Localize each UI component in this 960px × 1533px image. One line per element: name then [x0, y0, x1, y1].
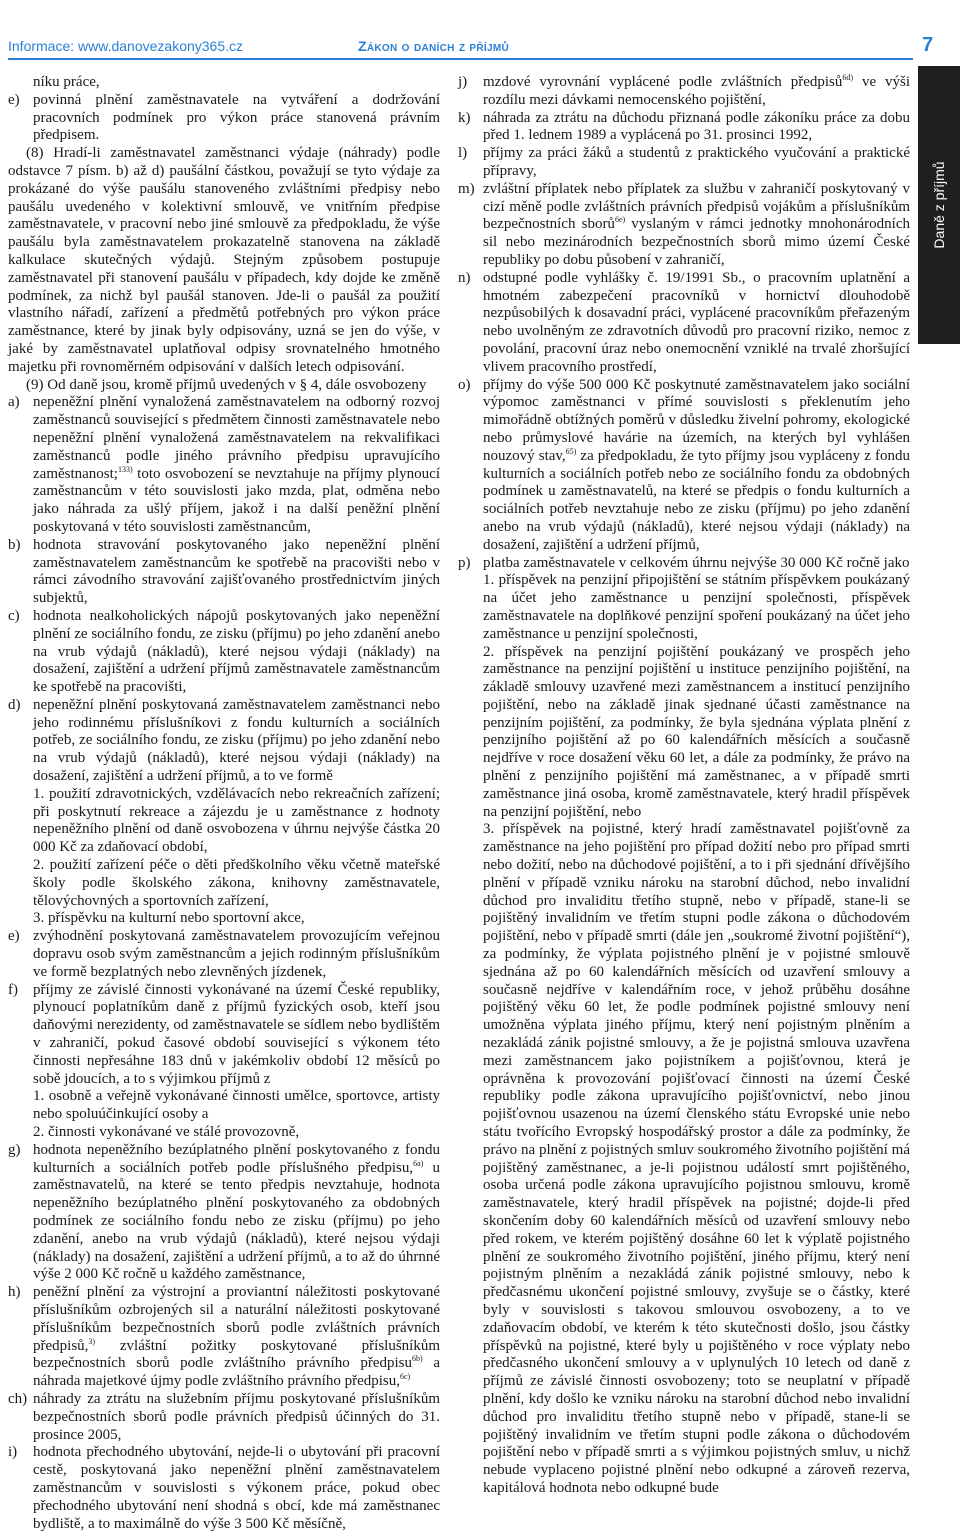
- item-label: ch): [8, 1390, 28, 1407]
- item-label: d): [8, 696, 21, 713]
- list-item: [8, 1142, 440, 1284]
- item-label: a): [8, 394, 20, 411]
- list-item: [458, 377, 910, 555]
- footnote-ref: 6e): [614, 215, 626, 225]
- header-rule: [8, 58, 913, 60]
- footnote-ref: 65): [565, 446, 577, 456]
- list-item: [458, 74, 910, 110]
- item-text: hodnota přechodného ubytování, nejde-li o ubytování při pracovní cestě, poskytovaná jako nepeněžní plnění zaměstnavatelem zaměstnancům v souvislosti s výkonem práce, pokud obec přechodného ubytování není shodná s obcí, kde má zaměstnanec bydliště, a to maximálně do výše 3 500 Kč měsíčně,: [33, 1444, 440, 1532]
- continuation-text: níku práce,: [33, 74, 100, 90]
- item-label: o): [458, 376, 471, 393]
- sub-item: 2. činnosti vykonávané ve stálé provozovně,: [33, 1124, 300, 1141]
- footnote-ref: 133): [117, 464, 133, 474]
- sub-item: 1. příspěvek na penzijní připojištění se státním příspěvkem poukázaný na účet jeho zaměstnance u penzijní společnosti, příspěvek zaměstnavatele na doplňkové penzijní spoření poukázaný na účet jeho zaměstnance u penzijní společnosti,: [483, 572, 910, 642]
- item-label: h): [8, 1284, 21, 1301]
- paragraph-9: (9) Od daně jsou, kromě příjmů uvedených v § 4, dále osvobozeny: [26, 376, 427, 393]
- item-label: p): [458, 554, 471, 571]
- item-text: odstupné podle vyhlášky č. 19/1991 Sb., o pracovním uplatnění a hmotném zabezpečení pracovníků v hornictví dlouhodobě nezpůsobilých k dosavadní práci, vyplácené pracovníkům přeřazeným nebo uvolněným ze zdravotních důvodů pro pracovní riziko, nemoc z povolání, pracovní úraz nebo onemocnění vzniklé na trvalé zhoršující vlivem pracovního prostředí,: [483, 269, 910, 375]
- sub-item: 3. příspěvku na kulturní nebo sportovní akce,: [33, 910, 305, 927]
- item-text: hodnota nealkoholických nápojů poskytovaných jako nepeněžní plnění ze sociálního fondu, ze zisku (příjmu) po jeho zdanění anebo na vrub výdajů (nákladů), které nejsou výdaji (náklady) na dosažení, zajištění a udržení příjmů zaměstnavatele zaměstnancům ke spotřebě na pracovišti,: [33, 607, 440, 696]
- footnote-ref: 3): [88, 1336, 96, 1346]
- item-label: n): [458, 269, 471, 286]
- source-link[interactable]: Informace: www.danovezakony365.cz: [8, 38, 244, 54]
- item-text: zvláštní příplatek nebo příplatek za službu v zahraničí poskytovaný v cizí měně podle zvláštních právních předpisů vojákům a příslušníkům bezpečnostních sborů: [483, 180, 910, 233]
- paragraph-8: (8) Hradí-li zaměstnavatel zaměstnanci výdaje (náhrady) podle odstavce 7 písm. b) až d) paušální částkou, považují se tyto výdaje za prokázané do výše paušálu stanoveného zvláštními předpisy nebo paušálu uvedeného v kolektivní smlouvě, ve vnitřním předpise zaměstnavatele, v pracovní nebo jiné smlouvě za předpokladu, že výše paušálu byla zaměstnavatelem prokazatelně stanovena na základě kalkulace skutečných výdajů. Stejným způsobem postupuje zaměstnavatel při stanovení paušálu v případech, kdy dojde ke změně podmínek, za nichž byl paušál stanoven. Jde-li o paušál za použití vlastního nářadí, zařízení a předmětů potřebných pro výkon práce zaměstnance, které by jinak byly odpisovány, uzná se jen do výše, v jaké by zaměstnavatel uplatňoval odpisy srovnatelného hmotného majetku při rovnoměrném odpisování v dalších letech odpisování.: [8, 145, 440, 375]
- item-text: ve výši rozdílu mezi dávkami nemocenského pojištění,: [483, 74, 910, 108]
- sub-item: 2. použití zařízení péče o děti předškolního věku včetně mateřské školy podle školského zákona, knihovny zaměstnavatele, tělovýchovných a sportovních zařízení,: [33, 857, 440, 909]
- item-text: náhrady za ztrátu na služebním příjmu poskytované příslušníkům bezpečnostních sborů podle právních předpisů účinných do 31. prosince 2005,: [33, 1390, 440, 1443]
- item-text: nepeněžní plnění poskytovaná zaměstnavatelem zaměstnanci nebo jeho rodinnému příslušníkovi z fondu kulturních a sociálních potřeb, ze sociálního fondu, ze zisku (příjmu) po jeho zdanění nebo na vrub výdajů (nákladů), které nejsou výdaji (náklady) na dosažení, zajištění a udržení příjmů, a to ve formě: [33, 696, 440, 785]
- item-label: e): [8, 91, 20, 108]
- item-text: povinná plnění zaměstnavatele na vytváření a dodržování pracovních podmínek pro výkon práce stanovená právním předpisem.: [33, 91, 440, 144]
- list-item: [8, 982, 440, 1089]
- item-text: zvláštní požitky poskytované příslušníkům bezpečnostních sborů podle zvláštního právního předpisu: [33, 1337, 440, 1372]
- list-item: [8, 1284, 440, 1391]
- item-text: mzdové vyrovnání vyplácené podle zvláštních předpisů: [483, 74, 843, 90]
- item-text: příjmy do výše 500 000 Kč poskytnuté zaměstnavatelem jako sociální výpomoc zaměstnanci v přímé souvislosti s překlenutím jeho mimořádně obtížných poměrů v důsledku živelní pohromy, ekologické nebo průmyslové havárie na územích, na kterých byl vyhlášen nouzový stav,: [483, 376, 910, 464]
- item-label: e): [8, 928, 20, 945]
- list-item: [458, 110, 910, 146]
- item-text: hodnota nepeněžního bezúplatného plnění poskytovaného z fondu kulturních a sociálních potřeb podle příslušného předpisu,: [33, 1141, 440, 1176]
- list-item: [458, 270, 910, 377]
- footnote-ref: 6a): [413, 1158, 424, 1168]
- sub-item: 1. použití zdravotnických, vzdělávacích nebo rekreačních zařízení; při poskytnutí rekreace a zájezdu je u zaměstnance z hodnoty nepeněžního plnění od daně osvobozena v úhrnu nejvýše částka 20 000 Kč za zdaňovací období,: [33, 785, 440, 856]
- item-text: náhrada za ztrátu na důchodu přiznaná podle zákoníku práce za dobu před 1. lednem 1989 a vyplácená po 31. prosinci 1992,: [483, 109, 910, 144]
- item-label: k): [458, 109, 471, 126]
- list-item: [8, 537, 440, 608]
- item-label: g): [8, 1141, 21, 1158]
- footnote-ref: 6c): [400, 1372, 411, 1382]
- list-item: [458, 555, 910, 573]
- list-item: [8, 394, 440, 536]
- item-text: peněžní plnění za výstrojní a proviantní náležitosti poskytované příslušníkům ozbrojených sil a naturální náležitosti poskytované příslušníkům bezpečnostních sborů podle zvláštních právních předpisů,: [33, 1284, 440, 1354]
- list-item: [8, 928, 440, 981]
- item-label: b): [8, 536, 21, 553]
- footnote-ref: 6d): [842, 73, 854, 82]
- sub-item: 1. osobně a veřejně vykonávané činnosti umělce, sportovce, artisty nebo spoluúčinkující osoby a: [33, 1088, 440, 1123]
- sub-item: 3. příspěvek na pojistné, který hradí zaměstnavatel pojišťovně za zaměstnance na jeho pojištění pro případ dožití nebo pro případ smrti nebo dožití, nebo na důchodové pojištění, a to i při sjednání dřívějšího plnění v případě vzniku nároku na starobní důchod, nebo invalidní důchod pro invaliditu třetího stupně, nebo v případě, stane-li se pojištěný invalidním ve třetím stupni podle zákona o důchodovém pojištění, nebo v případě smrti (dále jen „soukromé životní pojištění“), za podmínky, že výplata pojistného plnění je v pojistné smlouvě sjednána až po 60 kalendářních měsících od uzavření smlouvy a současně nejdříve v kalendářním roce, v jehož průběhu dosáhne pojištěný věku 60 let, že podle podmínek pojistné smlouvy není umožněna výplata jiného příjmu, který není pojistným plněním a nezakládá zánik pojistné smlouvy, a že je pojistná smlouva uzavřena mezi zaměstnancem jako pojistníkem a pojišťovnou, která je oprávněna k provozování pojišťovací činnosti na území České republiky podle zákona upravujícího pojišťovnictví, nebo jinou pojišťovnou usazenou na území členského státu Evropské unie nebo státu tvořícího Evropský hospodářský prostor a dále za podmínky, že právo na plnění z pojistných smluv soukromého životního pojištění má pojištěný zaměstnanec, a je-li pojistnou událostí smrt pojištěného, osoba určená podle zákona upravujícího pojistnou smlouvu, kromě zaměstnavatele, který hradil příspěvek na pojistné; dojde-li před skončením doby 60 kalendářních měsíců od uzavření smlouvy nebo před rokem, ve kterém pojištěný dosáhne 60 let k výplatě pojistného plnění ze soukromého životního pojištění, jiného příjmu, který není pojistným plněním a nezakládá zánik pojistné smlouvy, nebo k předčasnému ukončení pojistné smlouvy, zvyšuje se o částky, které byly v souvislosti s takovou smlouvou osvobozeny, a to ve zdaňovacím období, ve kterém k této skutečnosti došlo, jsou částky příspěvků na pojistné, které byly u pojištěného v roce výplaty nebo předčasného ukončení smlouvy a v uplynulých 10 letech od daně z příjmů ze závislé činnosti osvobozeny; toto se neuplatní v případě plnění, kdy došlo ke vzniku nároku na starobní důchod nebo invalidní důchod pro invaliditu třetího stupně nebo v případě, stane-li se pojištěný invalidním ve třetím stupni podle zákona o důchodovém pojištění nebo v případě smrti a s výjimkou pojistných smluv, u nichž nebude vyplaceno pojistné plnění nebo odkupné a zároveň rezerva, kapitálová hodnota nebo odkupné bude: [483, 821, 910, 1496]
- item-text: příjmy ze závislé činnosti vykonávané na území České republiky, plynoucí poplatníkům daně z příjmů fyzických osob, kteří jsou daňovými nerezidenty, od zaměstnavatele se sídlem nebo bydlištěm v zahraničí, pokud časové období související s výkonem této činnosti nepřesáhne 183 dnů v jakémkoliv období 12 měsíců po sobě jdoucích, a to s výjimkou příjmů z: [33, 981, 440, 1087]
- list-item: [8, 92, 440, 145]
- list-item: [8, 697, 440, 786]
- list-item: [8, 1444, 440, 1533]
- right-column: [458, 74, 910, 1498]
- list-item: [8, 608, 440, 697]
- footnote-ref: 6b): [412, 1354, 423, 1364]
- item-label: f): [8, 981, 18, 998]
- sub-item: 2. příspěvek na penzijní pojištění poukázaný ve prospěch jeho zaměstnance na penzijní pojištění u instituce penzijního pojištění, na základě smlouvy uzavřené mezi zaměstnancem a institucí penzijního pojištění, nebo na základě jinak sjednané účasti zaměstnance na penzijním pojištění, za podmínky, že byla sjednána výplata plnění z penzijního pojištění až po 60 kalendářních měsících a současně nejdříve v roce dosažení věku 60 let, a dále za podmínky, že právo na plnění z penzijního pojištění má zaměstnanec, a v případě smrti zaměstnance jiná osoba, kromě zaměstnavatele, který hradil příspěvek na penzijní pojištění, nebo: [483, 643, 910, 820]
- left-column: [8, 74, 440, 1533]
- item-label: m): [458, 180, 475, 197]
- item-text: a náhrada majetkové újmy podle zvláštního právního předpisu,: [33, 1355, 440, 1390]
- item-text: toto osvobození se nevztahuje na příjmy plynoucí zaměstnancům v této souvislosti jako mzda, plat, odměna nebo jako náhrada za ušlý příjem, jakož i na další peněžní plnění poskytovaná v této souvislosti zaměstnancům,: [33, 465, 440, 535]
- page-number: 7: [922, 34, 934, 56]
- item-label: i): [8, 1444, 18, 1461]
- item-text: za předpokladu, že tyto příjmy jsou vypláceny z fondu kulturních a sociálních potřeb nebo ze sociálního fondu za obdobných podmínek u zaměstnavatelů, na které se předpis o fondu kulturních a sociálních potřeb nevztahuje nebo ze zisku (příjmu) po jeho zdanění anebo na vrub výdajů (nákladů), které nejsou výdaji (náklady) na dosažení, zajištění a udržení příjmů,: [483, 447, 910, 553]
- item-text: u zaměstnavatelů, na které se tento předpis nevztahuje, hodnota nepeněžního bezúplatného plnění poskytovaného za obdobných podmínek ze sociálního fondu nebo ze zisku (příjmu) po jeho zdanění, anebo na vrub výdajů (nákladů), které nejsou výdaji (náklady) na dosažení, zajištění a udržení příjmů, a to až do úhrnné výše 2 000 Kč ročně u každého zaměstnance,: [33, 1159, 441, 1283]
- item-text: příjmy za práci žáků a studentů z praktického vyučování a praktické přípravy,: [483, 145, 910, 179]
- item-text: hodnota stravování poskytovaného jako nepeněžní plnění zaměstnavatelem zaměstnancům ke spotřebě na pracovišti nebo v rámci závodního stravování zajišťovaného prostřednictvím jiných subjektů,: [33, 536, 440, 607]
- item-text: nepeněžní plnění vynaložená zaměstnavatelem na odborný rozvoj zaměstnanců související s předmětem činnosti zaměstnavatele nebo nepeněžní plnění vynaložená zaměstnavatelem na rekvalifikaci zaměstnanců podle jiného právního předpisu upravujícího zaměstnanost;: [33, 394, 440, 482]
- item-label: j): [458, 74, 468, 90]
- list-item: [458, 145, 910, 181]
- item-text: zvýhodnění poskytovaná zaměstnavatelem provozujícím veřejnou dopravu osob svým zaměstnancům a jejich rodinným příslušníkům ve formě bezplatných nebo zlevněných jízdenek,: [33, 928, 440, 980]
- item-text: platba zaměstnavatele v celkovém úhrnu nejvýše 30 000 Kč ročně jako: [483, 554, 910, 571]
- item-text: vyslaným v rámci jednotky mnohonárodních sil nebo mezinárodních bezpečnostních sborů mimo území České republiky po dobu působení v zahraničí,: [483, 216, 910, 268]
- page-header: [0, 0, 960, 64]
- item-label: c): [8, 607, 20, 624]
- list-item: [8, 1391, 440, 1444]
- list-item: [458, 181, 910, 270]
- running-title: Zákon o daních z příjmů: [358, 38, 510, 54]
- side-tab-label: Daně z příjmů: [931, 161, 947, 249]
- side-tab: [918, 66, 960, 344]
- item-label: l): [458, 145, 468, 162]
